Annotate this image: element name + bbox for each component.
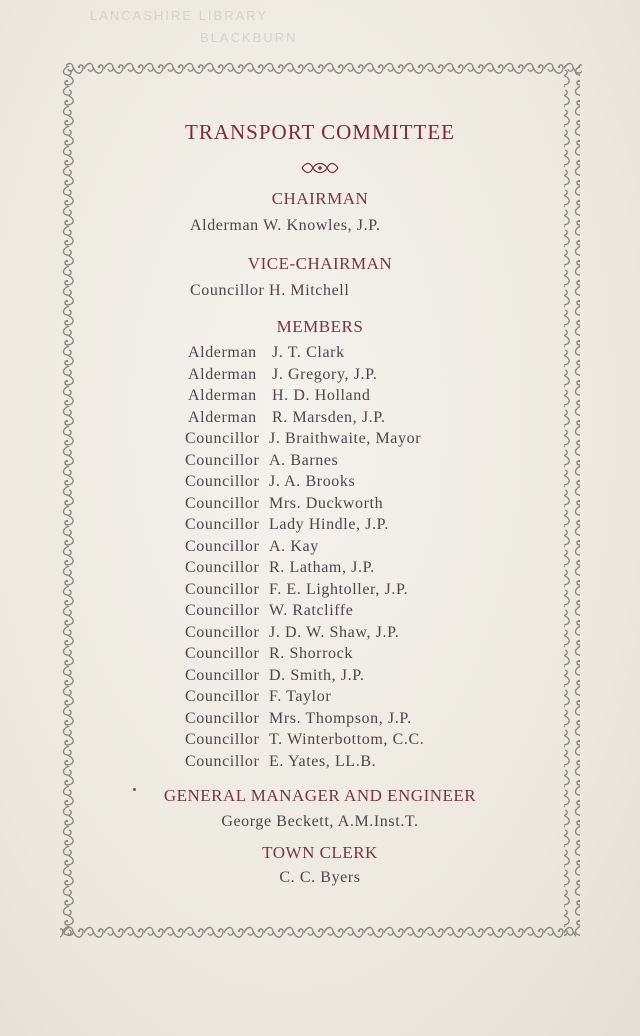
member-name: J. Gregory, J.P. xyxy=(272,365,378,383)
member-name: W. Ratcliffe xyxy=(269,602,354,619)
member-title: Councillor xyxy=(185,559,260,576)
member-title: Alderman xyxy=(188,387,257,404)
member-row xyxy=(185,710,485,730)
member-name: Mrs. Thompson, J.P. xyxy=(269,709,412,727)
member-title: Councillor xyxy=(185,473,260,490)
library-stamp-line2: BLACKBURN xyxy=(200,30,298,45)
member-name: E. Yates, LL.B. xyxy=(269,752,377,770)
member-row xyxy=(185,538,485,558)
member-row xyxy=(185,688,485,708)
town-clerk-name: C. C. Byers xyxy=(279,869,361,886)
library-stamp-line1: LANCASHIRE LIBRARY xyxy=(90,8,269,23)
member-name: Lady Hindle, J.P. xyxy=(269,516,389,533)
member-title: Alderman xyxy=(188,344,257,361)
general-manager-name: George Beckett, A.M.Inst.T. xyxy=(221,813,419,830)
general-manager-heading: GENERAL MANAGER AND ENGINEER xyxy=(163,786,477,805)
member-title: Alderman xyxy=(188,408,257,426)
member-title: Councillor xyxy=(185,666,260,684)
members-heading: MEMBERS xyxy=(276,317,364,336)
member-title: Councillor xyxy=(185,430,260,447)
member-name: F. Taylor xyxy=(269,688,332,705)
member-title: Councillor xyxy=(185,537,260,555)
member-row xyxy=(185,452,485,472)
member-name: D. Smith, J.P. xyxy=(269,666,365,684)
member-title: Councillor xyxy=(185,709,260,727)
member-name: F. E. Lightoller, J.P. xyxy=(269,580,409,598)
member-title: Councillor xyxy=(185,494,260,512)
scroll-flourish-icon xyxy=(300,161,340,175)
member-name: H. D. Holland xyxy=(272,387,371,404)
member-title: Councillor xyxy=(185,451,260,469)
member-row xyxy=(185,667,485,687)
member-row xyxy=(185,581,485,601)
member-row xyxy=(188,387,488,407)
member-row xyxy=(185,559,485,579)
member-name: A. Kay xyxy=(269,537,319,555)
member-row xyxy=(185,624,485,644)
vice-chairman-name: Councillor H. Mitchell xyxy=(190,282,350,299)
member-title: Councillor xyxy=(185,602,260,619)
member-name: J. A. Brooks xyxy=(269,473,356,490)
member-row xyxy=(185,731,485,751)
chairman-name: Alderman W. Knowles, J.P. xyxy=(190,217,381,234)
member-row xyxy=(185,516,485,536)
member-title: Councillor xyxy=(185,623,260,641)
member-title: Councillor xyxy=(185,752,260,770)
member-name: A. Barnes xyxy=(269,451,339,469)
member-name: Mrs. Duckworth xyxy=(269,494,384,512)
member-row xyxy=(188,344,488,364)
member-row xyxy=(185,495,485,515)
member-row xyxy=(188,366,488,386)
member-title: Councillor xyxy=(185,580,260,598)
member-row xyxy=(185,473,485,493)
member-name: J. Braithwaite, Mayor xyxy=(269,430,422,447)
member-name: J. D. W. Shaw, J.P. xyxy=(269,623,400,641)
vice-chairman-heading: VICE-CHAIRMAN xyxy=(247,254,393,273)
member-row xyxy=(185,602,485,622)
member-row xyxy=(185,753,485,773)
town-clerk-heading: TOWN CLERK xyxy=(262,843,378,862)
page-title: TRANSPORT COMMITTEE xyxy=(185,120,455,144)
chairman-heading: CHAIRMAN xyxy=(271,189,369,208)
member-title: Councillor xyxy=(185,645,260,662)
member-title: Councillor xyxy=(185,731,260,748)
member-title: Councillor xyxy=(185,516,260,533)
member-row xyxy=(188,409,488,429)
member-row xyxy=(185,645,485,665)
member-row xyxy=(185,430,485,450)
member-name: T. Winterbottom, C.C. xyxy=(269,731,425,748)
member-title: Councillor xyxy=(185,688,260,705)
member-name: J. T. Clark xyxy=(272,344,345,361)
member-title: Alderman xyxy=(188,365,257,383)
member-name: R. Marsden, J.P. xyxy=(272,408,386,426)
member-name: R. Shorrock xyxy=(269,645,353,662)
member-name: R. Latham, J.P. xyxy=(269,559,375,576)
